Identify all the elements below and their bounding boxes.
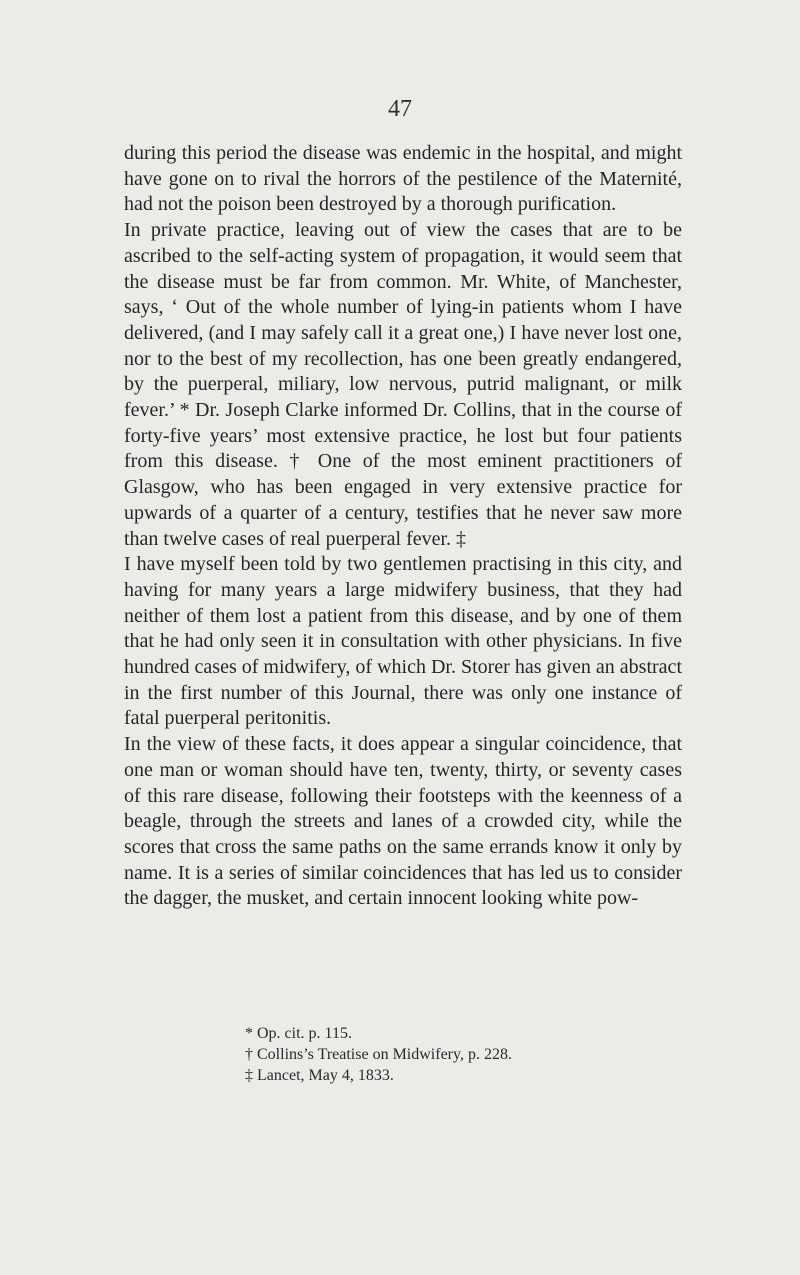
paragraph-3: I have myself been told by two gentlemen practising in this city, and having for many years a large midwifery business, that they had neither of them lost a patient from this disease, and by one of them that he had only seen it in consultation with other physicians. In five hundred cases of midwifery, of which Dr. Storer has given an abstract in the first number of this Journal, there was only one instance of fatal puerperal peritonitis.	[124, 553, 682, 730]
paragraph-2: In private practice, leaving out of view the cases that are to be ascribed to the self-acting system of propagation, it would seem that the disease must be far from common. Mr. White, of Manchester, says, ‘ Out of the whole number of lying-in patients whom I have delivered, (and I may safely call it a great one,) I have never lost one, nor to the best of my recollection, has one been greatly endangered, by the puerperal, miliary, low nervous, putrid malignant, or milk fever.’ * Dr. Joseph Clarke informed Dr. Collins, that in the course of forty-five years’ most extensive practice, he lost but four patients from this disease. † One of the most eminent practitioners of Glasgow, who has been engaged in very extensive practice for upwards of a quarter of a century, testifies that he never saw more than twelve cases of real puerperal fever. ‡	[124, 219, 682, 550]
footnotes	[245, 1023, 512, 1086]
footnote-3: ‡ Lancet, May 4, 1833.	[245, 1067, 394, 1084]
footnote-2: † Collins’s Treatise on Midwifery, p. 228.	[245, 1046, 512, 1063]
paragraph-4: In the view of these facts, it does appear a singular coincidence, that one man or woman should have ten, twenty, thirty, or seventy cases of this rare disease, following their footsteps with the keenness of a beagle, through the streets and lanes of a crowded city, while the scores that cross the same paths on the same errands know it only by name. It is a series of similar coincidences that has led us to consider the dagger, the musket, and certain innocent looking white pow-	[124, 733, 682, 910]
page-number: 47	[388, 96, 412, 122]
footnote-1: * Op. cit. p. 115.	[245, 1025, 352, 1042]
body-text	[124, 141, 682, 912]
paragraph-1: during this period the disease was endemic in the hospital, and might have gone on to rival the horrors of the pestilence of the Maternité, had not the poison been destroyed by a thorough purification.	[124, 142, 682, 216]
